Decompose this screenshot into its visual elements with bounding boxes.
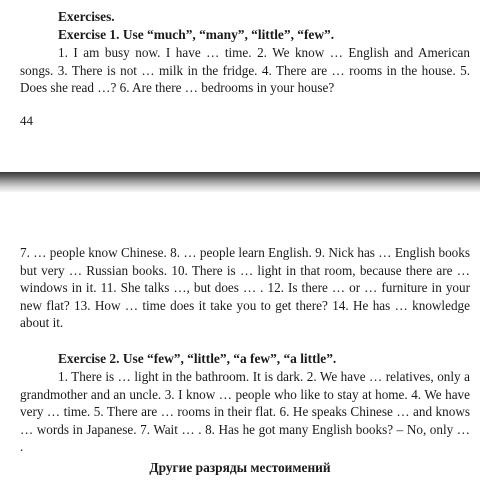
exercise-2-title: Exercise 2. Use “few”, “little”, “a few”, “a little”. (58, 351, 337, 366)
section-heading: Другие разряды местоимений (149, 460, 331, 475)
exercise-1-title: Exercise 1. Use “much”, “many”, “little”, “few”. (58, 27, 335, 42)
exercises-title: Exercises. (58, 9, 115, 24)
page-number: 44 (20, 113, 33, 128)
page-separator (0, 172, 480, 192)
exercise-2-text: 1. There is … light in the bathroom. It is dark. 2. We have … relatives, only a grandmother and an uncle. 3. I know … people who like to stay at home. 4. We have very … time. 5. There are … rooms in their flat. 6. He speaks Chinese … and knows … words in Japanese. 7. Wait … . 8. Has he got many English books? – No, only … . (20, 369, 470, 454)
book-page-top (0, 0, 480, 172)
exercise-1-continued-text: 7. … people know Chinese. 8. … people learn English. 9. Nick has … English books but very … Russian books. 10. There is … light in that room, because there are … windows in it. 11. She talks …, but does … . 12. Is there … or … furniture in your new flat? 13. How … time does it take you to get there? 14. He has … knowledge about it. (20, 245, 470, 330)
exercise-1-text: 1. I am busy now. I have … time. 2. We know … English and American songs. 3. There is not … milk in the fridge. 4. There are … rooms in the house. 5. Does she read …? 6. Are there … bedrooms in your house? (20, 45, 470, 95)
